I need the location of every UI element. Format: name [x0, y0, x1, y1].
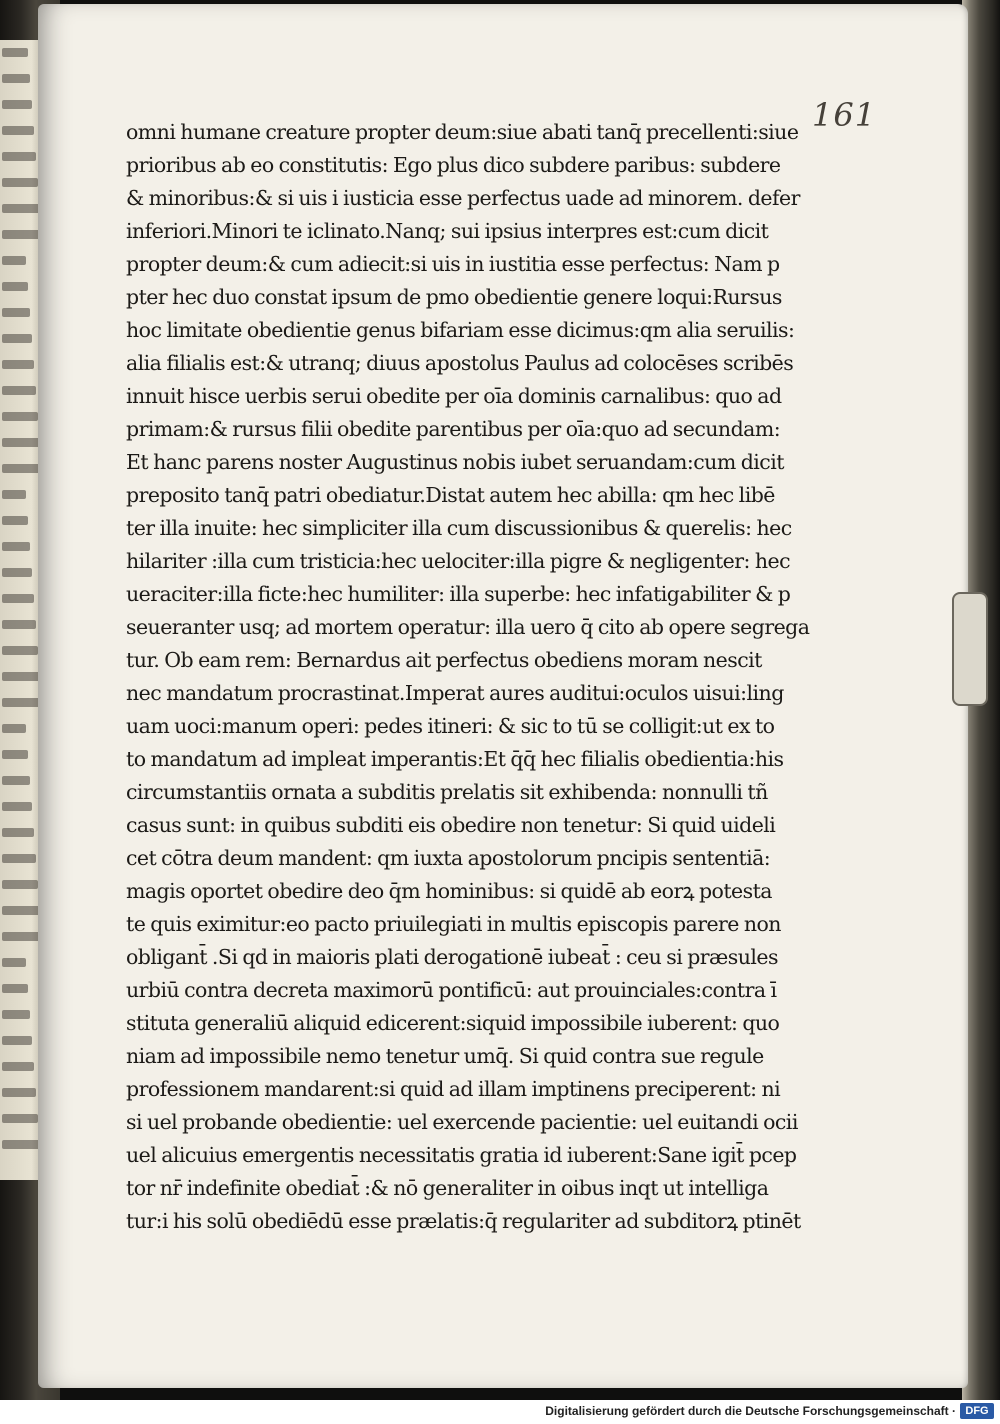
- facing-page-text-fragment: [2, 620, 36, 629]
- text-line: urbiū contra decreta maximorū pontificū: aut prouinciales:contra ī: [126, 978, 777, 1002]
- facing-page-text-fragment: [2, 1088, 36, 1097]
- facing-page-text-fragment: [2, 516, 28, 525]
- footer-bar: [0, 1400, 1000, 1424]
- text-line: tur. Ob eam rem: Bernardus ait perfectus obediens moram nescit: [126, 648, 762, 672]
- facing-page-text-fragment: [2, 984, 28, 993]
- text-line: uel alicuius emergentis necessitatis gratia id iuberent:Sane igit̄ pcep: [126, 1143, 797, 1167]
- facing-page-text-fragment: [2, 568, 32, 577]
- facing-page-text-fragment: [2, 1010, 30, 1019]
- facing-page-text-fragment: [2, 48, 28, 57]
- facing-page-text-fragment: [2, 1114, 38, 1123]
- facing-page-text-fragment: [2, 126, 34, 135]
- facing-page-text-fragment: [2, 334, 32, 343]
- facing-page-text-fragment: [2, 152, 36, 161]
- facing-page-text-fragment: [2, 412, 38, 421]
- facing-page-text-fragment: [2, 464, 42, 473]
- text-line: to mandatum ad impleat imperantis:Et q̄q̄ hec filialis obedientia:his: [126, 747, 784, 771]
- page-text-block: [126, 116, 816, 1238]
- facing-page-text-fragment: [2, 1036, 32, 1045]
- facing-page-text-fragment: [2, 646, 38, 655]
- text-line: nec mandatum procrastinat.Imperat aures auditui:oculos uisui:ling: [126, 681, 784, 705]
- facing-page-text-fragment: [2, 854, 36, 863]
- text-line: stituta generaliū aliquid edicerent:siquid impossibile iuberent: quo: [126, 1011, 780, 1035]
- text-line: primam:& rursus filii obedite parentibus per oīa:quo ad secundam:: [126, 417, 781, 441]
- text-line: Et hanc parens noster Augustinus nobis iubet seruandam:cum dicit: [126, 450, 784, 474]
- facing-page-text-fragment: [2, 542, 30, 551]
- text-line: hilariter :illa cum tristicia:hec uelociter:illa pigre & negligenter: hec: [126, 549, 790, 573]
- text-line: professionem mandarent:si quid ad illam imptinens preciperent: ni: [126, 1077, 781, 1101]
- text-line: propter deum:& cum adiecit:si uis in iustitia esse perfectus: Nam p: [126, 252, 780, 276]
- facing-page-text-fragment: [2, 204, 40, 213]
- facing-page-text-fragment: [2, 932, 42, 941]
- folio-number: 161: [812, 96, 877, 134]
- text-line: tur:i his solū obediēdū esse prælatis:q̄ regulariter ad subditorꝝ ptinēt: [126, 1209, 801, 1233]
- text-line: innuit hisce uerbis serui obedite per oīa dominis carnalibus: quo ad: [126, 384, 782, 408]
- facing-page-text-fragment: [2, 490, 26, 499]
- text-line: inferiori.Minori te iclinato.Nanq; sui ipsius interpres est:cum dicit: [126, 219, 769, 243]
- facing-page-text-fragment: [2, 74, 30, 83]
- text-line: casus sunt: in quibus subditi eis obedire non tenetur: Si quid uideli: [126, 813, 776, 837]
- facing-page-text-fragment: [2, 386, 36, 395]
- facing-page-text-fragment: [2, 1062, 34, 1071]
- text-line: niam ad impossibile nemo tenetur umq̄. Si quid contra sue regule: [126, 1044, 764, 1068]
- facing-page-text-fragment: [2, 724, 26, 733]
- text-line: alia filialis est:& utranq; diuus apostolus Paulus ad colocēses scribēs: [126, 351, 794, 375]
- text-line: ter illa inuite: hec simpliciter illa cum discussionibus & querelis: hec: [126, 516, 792, 540]
- facing-page-text-fragment: [2, 958, 26, 967]
- text-line: uam uoci:manum operi: pedes itineri: & sic to tū se colligit:ut ex to: [126, 714, 775, 738]
- text-line: tor nr̄ indefinite obediat̄ :& nō generaliter in oibus inqt ut intelliga: [126, 1176, 769, 1200]
- text-line: seueranter usq; ad mortem operatur: illa uero q̄ cito ab opere segrega: [126, 615, 810, 639]
- facing-page-text-fragment: [2, 880, 38, 889]
- text-line: & minoribus:& si uis i iusticia esse perfectus uade ad minorem. defer: [126, 186, 800, 210]
- facing-page-text-fragment: [2, 282, 28, 291]
- text-line: ueraciter:illa ficte:hec humiliter: illa superbe: hec infatigabiliter & p: [126, 582, 791, 606]
- facing-page-text-fragment: [2, 802, 32, 811]
- text-line: preposito tanq̄ patri obediatur.Distat autem hec abilla: qm hec libē: [126, 483, 775, 507]
- text-line: te quis eximitur:eo pacto priuilegiati in multis episcopis parere non: [126, 912, 781, 936]
- facing-page-text-fragment: [2, 178, 38, 187]
- facing-page-text-fragment: [2, 828, 34, 837]
- facing-page-text-fragment: [2, 698, 42, 707]
- text-line: si uel probande obedientie: uel exercende pacientie: uel euitandi ocii: [126, 1110, 798, 1134]
- text-line: pter hec duo constat ipsum de pmo obedientie genere loqui:Rursus: [126, 285, 782, 309]
- facing-page-text-fragment: [2, 308, 30, 317]
- facing-page-text-fragment: [2, 906, 40, 915]
- facing-page-text-fragment: [2, 672, 40, 681]
- facing-page-text-fragment: [2, 776, 30, 785]
- dfg-logo: DFG: [960, 1403, 994, 1419]
- text-line: omni humane creature propter deum:siue abati tanq̄ precellenti:siue: [126, 120, 799, 144]
- facing-page-text-fragment: [2, 594, 34, 603]
- facing-page-text-fragment: [2, 1140, 40, 1149]
- footer-credit: Digitalisierung gefördert durch die Deutsche Forschungsgemeinschaft ·: [545, 1404, 956, 1418]
- facing-page-text-fragment: [2, 100, 32, 109]
- text-line: circumstantiis ornata a subditis prelatis sit exhibenda: nonnulli tñ: [126, 780, 768, 804]
- text-line: obligant̄ .Si qd in maioris plati derogationē iubeat̄ : ceu si præsules: [126, 945, 778, 969]
- facing-page-text-fragment: [2, 256, 26, 265]
- page-tab-marker: [952, 592, 988, 706]
- facing-page-text-fragment: [2, 750, 28, 759]
- text-line: cet cōtra deum mandent: qm iuxta apostolorum pncipis sententiā:: [126, 846, 771, 870]
- text-line: magis oportet obedire deo q̄m hominibus: si quidē ab eorꝝ potesta: [126, 879, 772, 903]
- facing-page-text-fragment: [2, 438, 40, 447]
- text-line: hoc limitate obedientie genus bifariam esse dicimus:qm alia seruilis:: [126, 318, 795, 342]
- text-line: prioribus ab eo constitutis: Ego plus dico subdere paribus: subdere: [126, 153, 781, 177]
- facing-page-text-fragment: [2, 360, 34, 369]
- facing-page-text-fragment: [2, 230, 42, 239]
